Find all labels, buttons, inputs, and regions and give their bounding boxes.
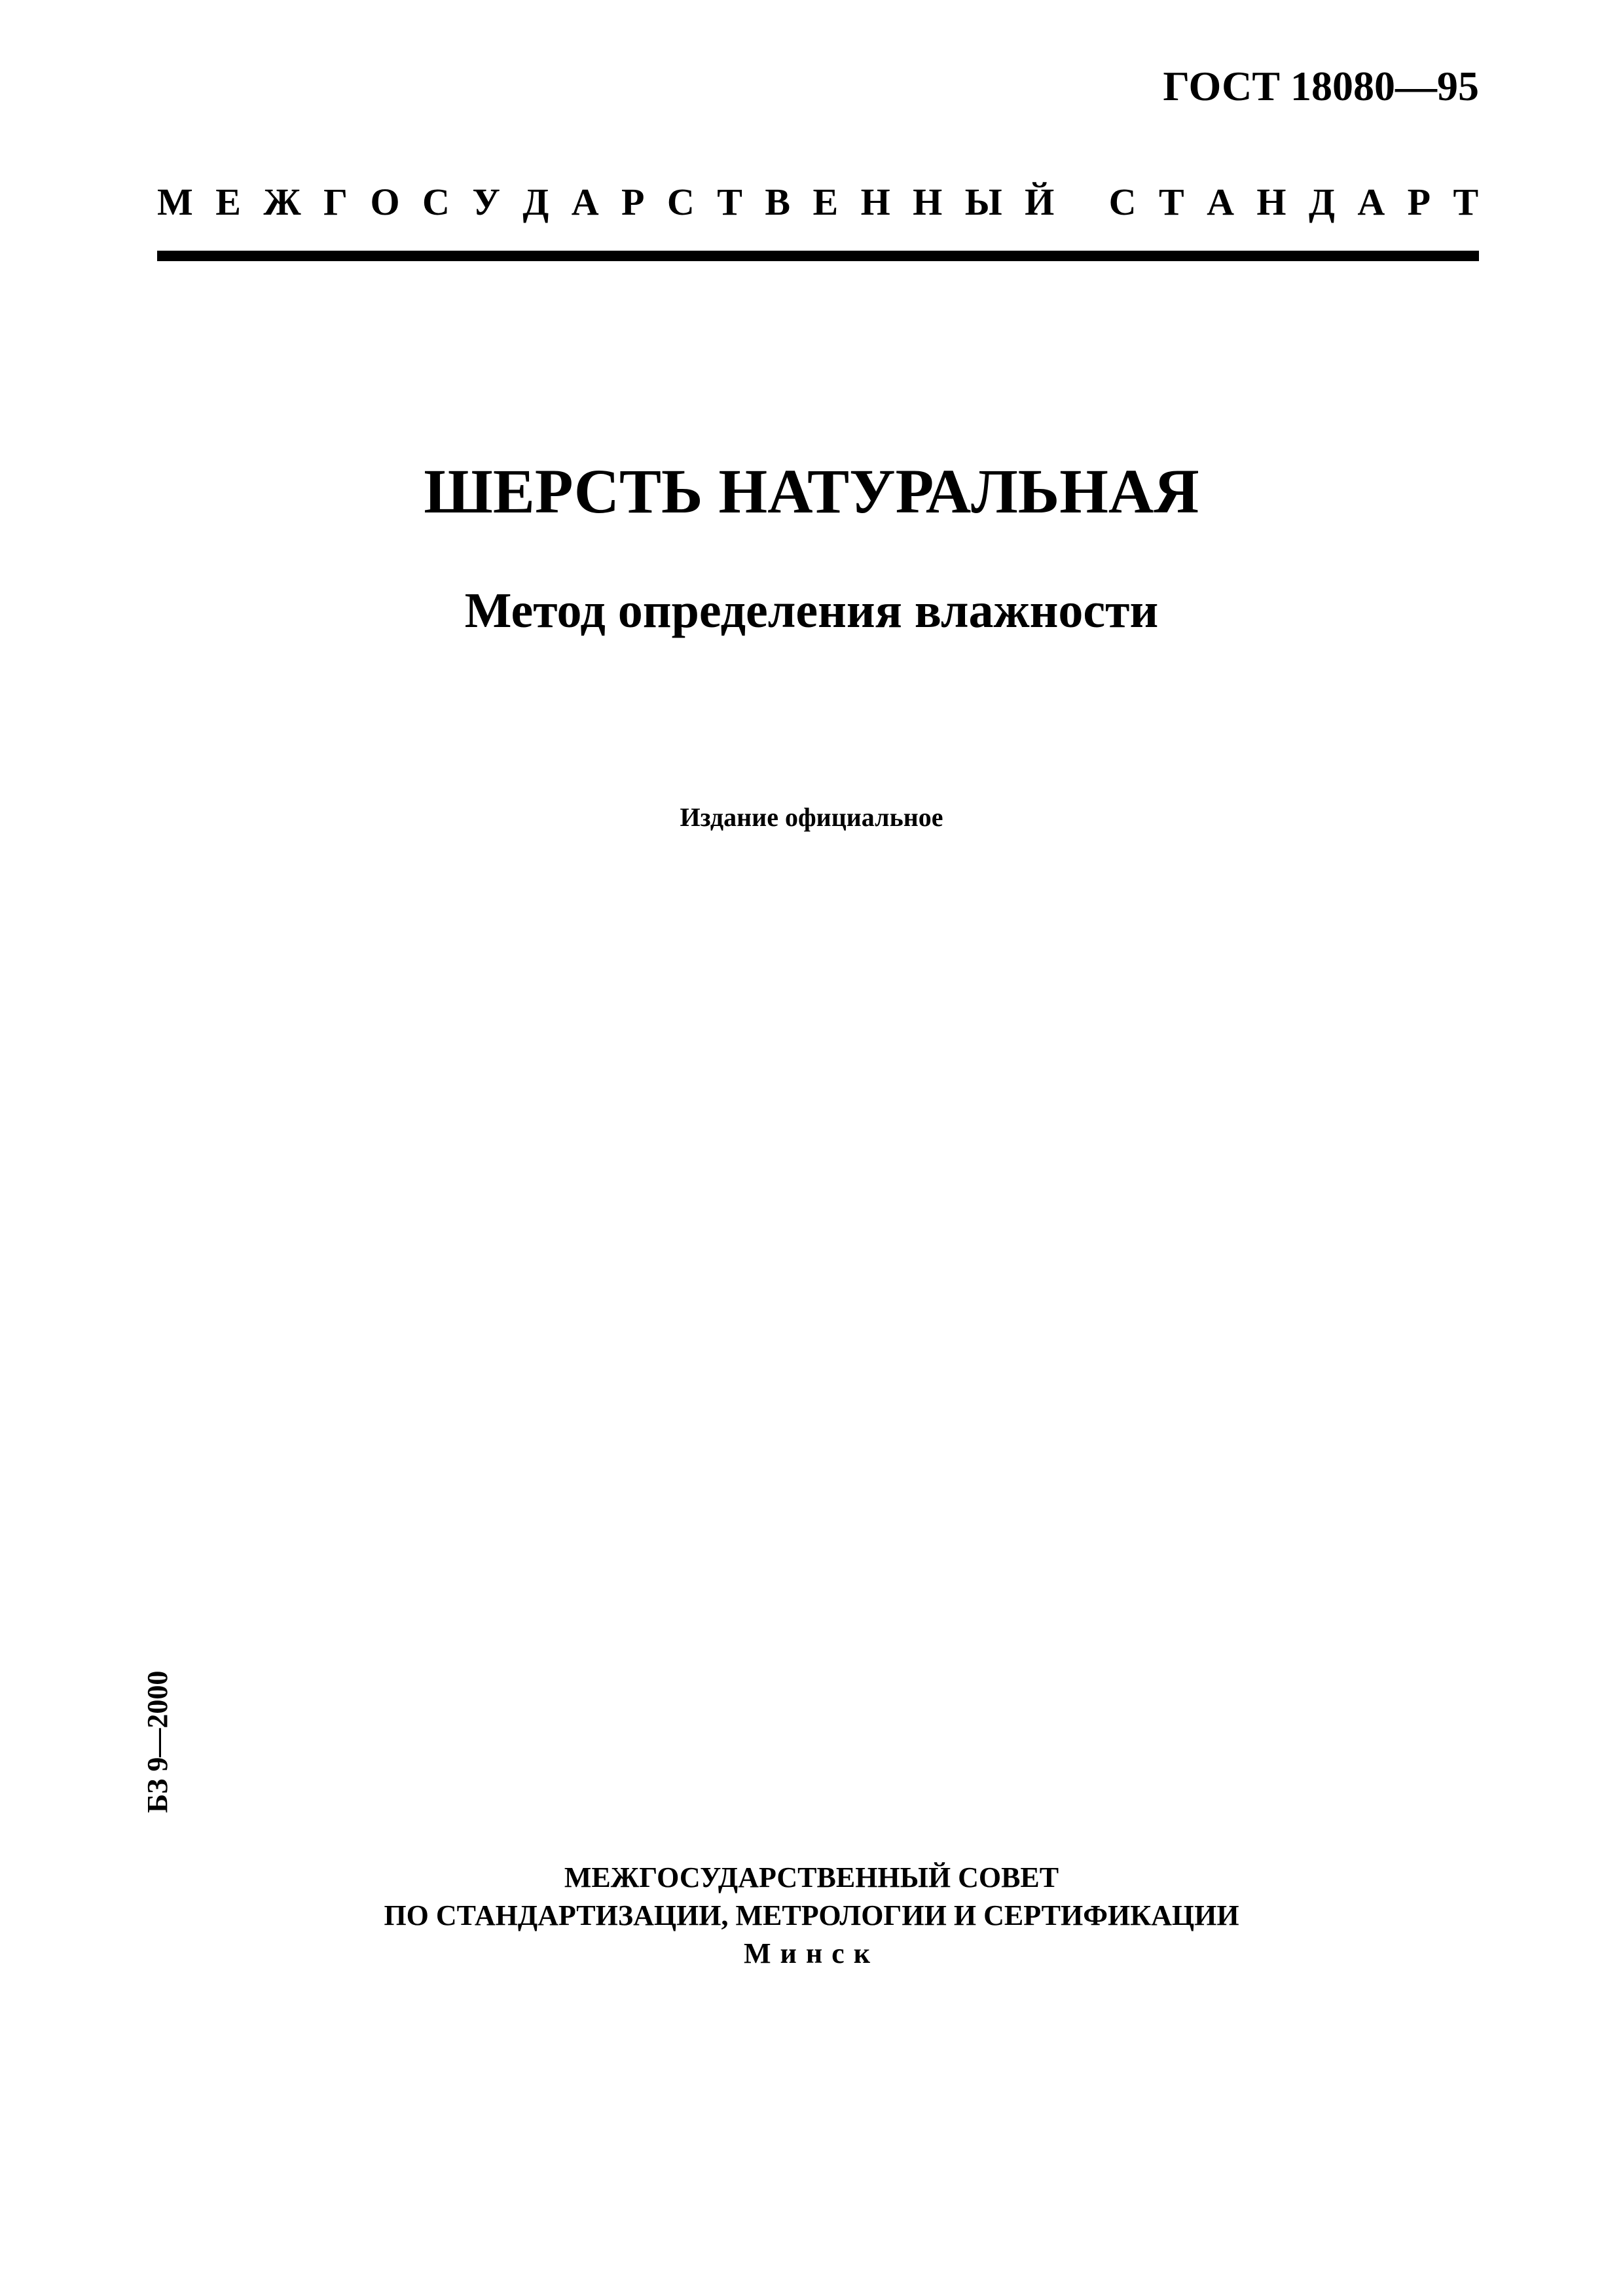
standard-type-letter (897, 180, 907, 224)
standard-type-letter: Т (717, 181, 742, 223)
standard-type-letter (1293, 180, 1303, 224)
standard-type-letter (845, 180, 854, 224)
standard-type-letter (1437, 180, 1447, 224)
standard-type-letter (749, 180, 759, 224)
standard-type-letter: Й (1025, 181, 1055, 223)
standard-type-letter (606, 180, 615, 224)
publisher-city: Минск (743, 1937, 880, 1969)
standard-type-letter: С (1108, 181, 1137, 223)
standard-type-letter: Р (621, 181, 645, 223)
publisher-block (0, 1859, 1623, 1973)
standard-type-letter (1009, 180, 1019, 224)
standard-type-letter (1077, 180, 1087, 224)
side-code: БЗ 9—2000 (141, 1670, 173, 1813)
standard-type-letter: А (1357, 181, 1385, 223)
publisher-line-2: ПО СТАНДАРТИЗАЦИИ, МЕТРОЛОГИИ И СЕРТИФИКАЦИИ (384, 1899, 1239, 1931)
standard-type-letter (555, 180, 565, 224)
document-title: ШЕРСТЬ НАТУРАЛЬНАЯ (424, 456, 1199, 526)
standard-type-letter: В (765, 181, 791, 223)
standard-type-letter (1391, 180, 1401, 224)
edition-label: Издание официальное (680, 802, 943, 832)
standard-type-letter: О (370, 181, 400, 223)
standard-type-letter: Р (1407, 181, 1431, 223)
standard-type-letter (1093, 180, 1103, 224)
standard-type-letter (1061, 180, 1070, 224)
standard-type-letter (354, 180, 364, 224)
standard-type-letter: С (422, 181, 450, 223)
standard-type-letter (1191, 180, 1201, 224)
standard-type-letter: Г (323, 181, 348, 223)
header-divider (157, 251, 1479, 261)
standard-type-letter (247, 180, 257, 224)
standard-type-letter: Т (1453, 181, 1479, 223)
standard-type-letter: Н (860, 181, 890, 223)
standard-type-letter: Ы (964, 181, 1002, 223)
standard-type-letter (308, 180, 318, 224)
publisher-line-1: МЕЖГОСУДАРСТВЕННЫЙ СОВЕТ (564, 1861, 1059, 1893)
standard-type-letter: Д (1308, 181, 1335, 223)
standard-type-letter: Е (812, 181, 839, 223)
standard-type-letter (651, 180, 661, 224)
standard-type-letter: С (666, 181, 695, 223)
standard-type-letter (507, 180, 517, 224)
standard-type-letter (200, 180, 210, 224)
standard-type-letter: А (1207, 181, 1234, 223)
standard-type-letter: Д (522, 181, 549, 223)
standard-type-letter: А (571, 181, 599, 223)
standard-type-letter (456, 180, 466, 224)
document-number: ГОСТ 18080—95 (1163, 63, 1479, 109)
standard-type-letter: Е (215, 181, 241, 223)
standard-type-letter: М (157, 181, 193, 223)
standard-type-letter (949, 180, 958, 224)
standard-type-heading (157, 180, 1479, 224)
standard-type-letter (407, 180, 416, 224)
standard-type-letter (701, 180, 711, 224)
standard-type-letter (1341, 180, 1351, 224)
standard-type-letter: Т (1158, 181, 1184, 223)
standard-type-letter (1241, 180, 1250, 224)
standard-type-letter: Н (913, 181, 943, 223)
standard-type-letter (1142, 180, 1152, 224)
standard-type-letter: Н (1256, 181, 1286, 223)
document-subtitle: Метод определения влажности (464, 583, 1159, 638)
standard-type-letter: У (472, 181, 500, 223)
standard-type-letter: Ж (263, 181, 301, 223)
standard-type-letter (797, 180, 807, 224)
